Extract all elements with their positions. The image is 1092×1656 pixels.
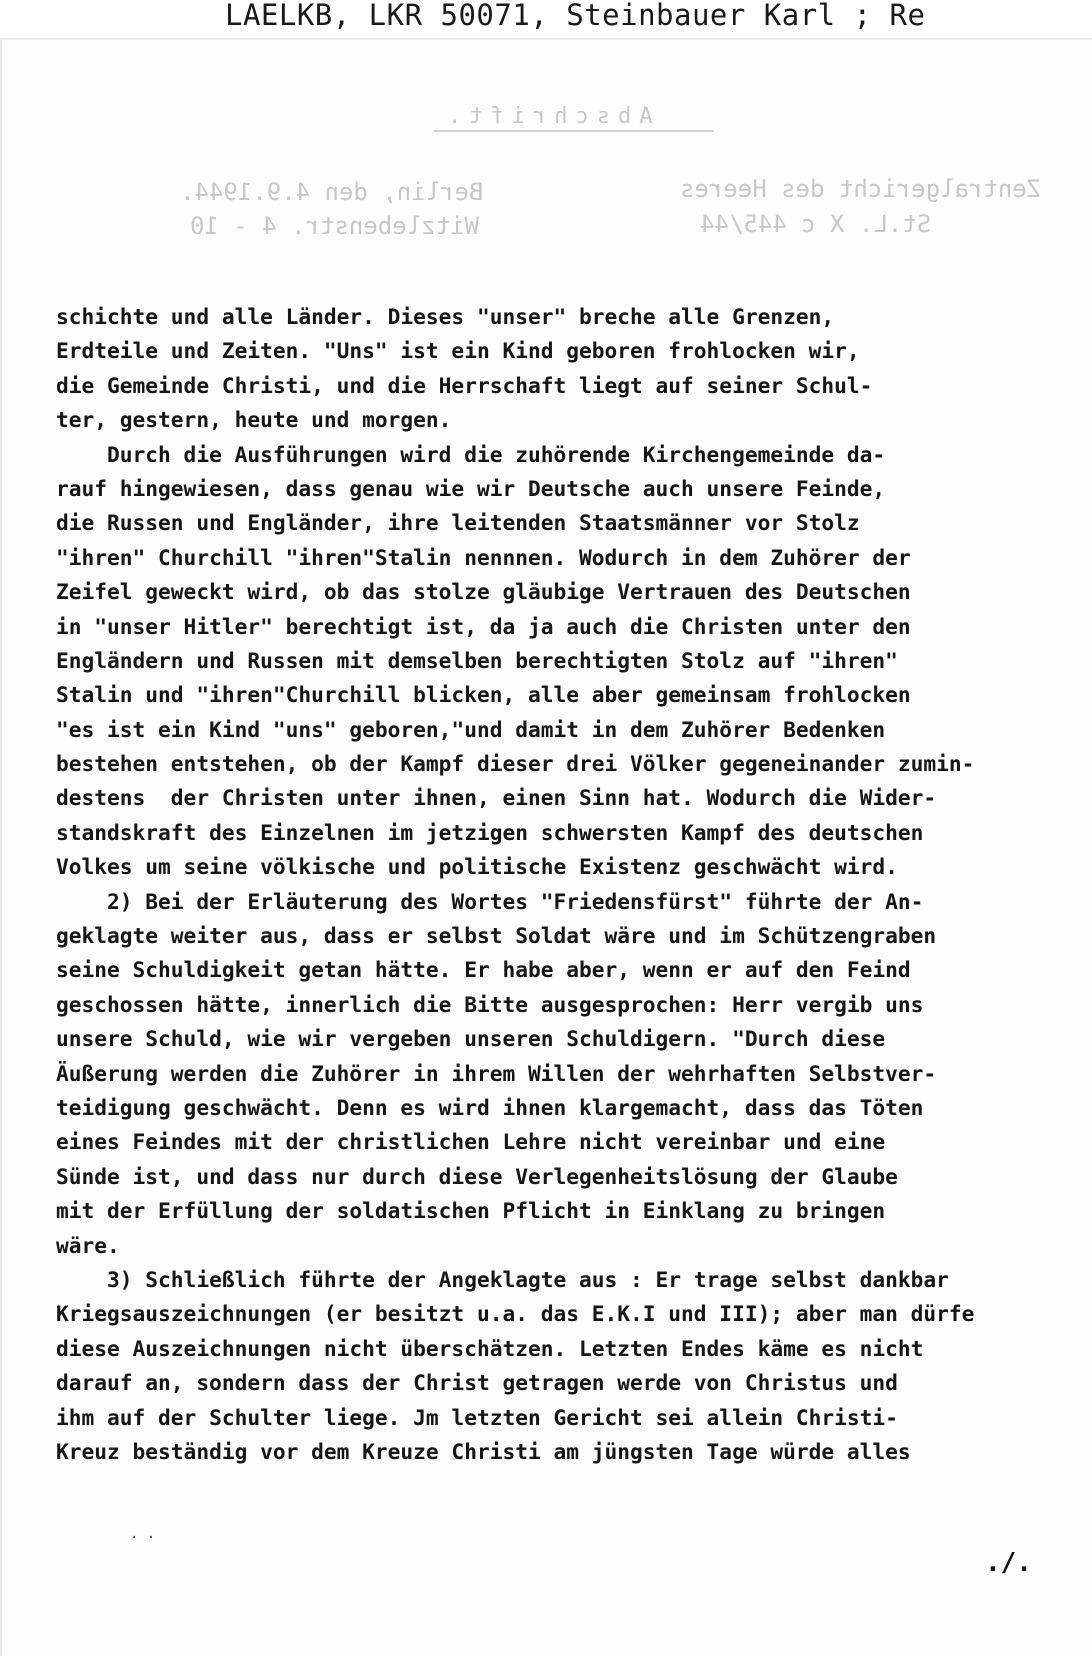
body-line: diese Auszeichnungen nicht überschätzen. Letzten Endes käme es nicht	[56, 1335, 924, 1361]
body-line: geschossen hätte, innerlich die Bitte ausgesprochen: Herr vergib uns	[56, 991, 924, 1017]
body-line: Stalin und "ihren"Churchill blicken, alle aber gemeinsam frohlocken	[56, 682, 911, 708]
body-line: darauf an, sondern dass der Christ getragen werde von Christus und	[56, 1370, 898, 1396]
mirrored-court-line: Zentralgericht des Heeres	[680, 175, 1042, 203]
body-line: rauf hingewiesen, dass genau wie wir Deutsche auch unsere Feinde,	[56, 475, 886, 501]
mirrored-reference-line: St.L. X c 445/44	[700, 210, 932, 238]
body-line: "es ist ein Kind "uns" geboren,"und damit in dem Zuhörer Bedenken	[56, 716, 886, 742]
mirrored-date-line: Berlin, den 4.9.1944.	[180, 178, 484, 206]
body-line: Äußerung werden die Zuhörer in ihrem Willen der wehrhaften Selbstver-	[56, 1060, 937, 1086]
body-line: die Russen und Engländer, ihre leitenden Staatsmänner vor Stolz	[56, 510, 860, 536]
body-line: in "unser Hitler" berechtigt ist, da ja auch die Christen unter den	[56, 613, 911, 639]
document-body	[56, 300, 1056, 1469]
body-line: 2) Bei der Erläuterung des Wortes "Friedensfürst" führte der An-	[56, 888, 924, 914]
body-line: Kriegsauszeichnungen (er besitzt u.a. das E.K.I und III); aber man dürfe	[56, 1301, 975, 1327]
body-line: Durch die Ausführungen wird die zuhörende Kirchengemeinde da-	[56, 441, 886, 467]
body-line: eines Feindes mit der christlichen Lehre nicht vereinbar und eine	[56, 1129, 886, 1155]
body-line: standskraft des Einzelnen im jetzigen schwersten Kampf des deutschen	[56, 819, 924, 845]
body-line: Volkes um seine völkische und politische Existenz geschwächt wird.	[56, 854, 898, 880]
mirrored-title-bleedthrough: Abschrift.	[440, 104, 653, 129]
body-line: seine Schuldigkeit getan hätte. Er habe aber, wenn er auf den Feind	[56, 957, 911, 983]
body-line: Zeifel geweckt wird, ob das stolze gläubige Vertrauen des Deutschen	[56, 579, 911, 605]
body-line: Sünde ist, und dass nur durch diese Verlegenheitslösung der Glaube	[56, 1163, 898, 1189]
title-underline	[434, 130, 714, 132]
body-line: 3) Schließlich führte der Angeklagte aus : Er trage selbst dankbar	[56, 1266, 949, 1292]
body-line: bestehen entstehen, ob der Kampf dieser drei Völker gegeneinander zumin-	[56, 751, 975, 777]
body-line: "ihren" Churchill "ihren"Stalin nennnen. Wodurch in dem Zuhörer der	[56, 544, 911, 570]
body-line: mit der Erfüllung der soldatischen Pflicht in Einklang zu bringen	[56, 1198, 886, 1224]
body-line: teidigung geschwächt. Denn es wird ihnen klargemacht, dass das Töten	[56, 1094, 924, 1120]
body-line: Engländern und Russen mit demselben berechtigten Stolz auf "ihren"	[56, 647, 898, 673]
body-line: Erdteile und Zeiten. "Uns" ist ein Kind geboren frohlocken wir,	[56, 338, 860, 364]
body-line: schichte und alle Länder. Dieses "unser" breche alle Grenzen,	[56, 304, 835, 329]
body-line: ter, gestern, heute und morgen.	[56, 407, 452, 433]
body-line: wäre.	[56, 1232, 120, 1258]
body-line: die Gemeinde Christi, und die Herrschaft liegt auf seiner Schul-	[56, 372, 873, 398]
mirrored-address-line: Witzlebenstr. 4 - 10	[190, 212, 479, 240]
stray-marks: · ·	[130, 1530, 156, 1546]
body-line: ihm auf der Schulter liege. Jm letzten Gericht sei allein Christi-	[56, 1404, 898, 1430]
body-line: destens der Christen unter ihnen, einen Sinn hat. Wodurch die Wider-	[56, 785, 937, 811]
body-line: unsere Schuld, wie wir vergeben unseren Schuldigern. "Durch diese	[56, 1026, 886, 1052]
continuation-mark: ./.	[985, 1548, 1032, 1578]
archive-reference-header: LAELKB, LKR 50071, Steinbauer Karl ; Re	[225, 0, 926, 32]
body-line: geklagte weiter aus, dass er selbst Soldat wäre und im Schützengraben	[56, 923, 937, 949]
body-line: Kreuz beständig vor dem Kreuze Christi am jüngsten Tage würde alles	[56, 1438, 911, 1464]
